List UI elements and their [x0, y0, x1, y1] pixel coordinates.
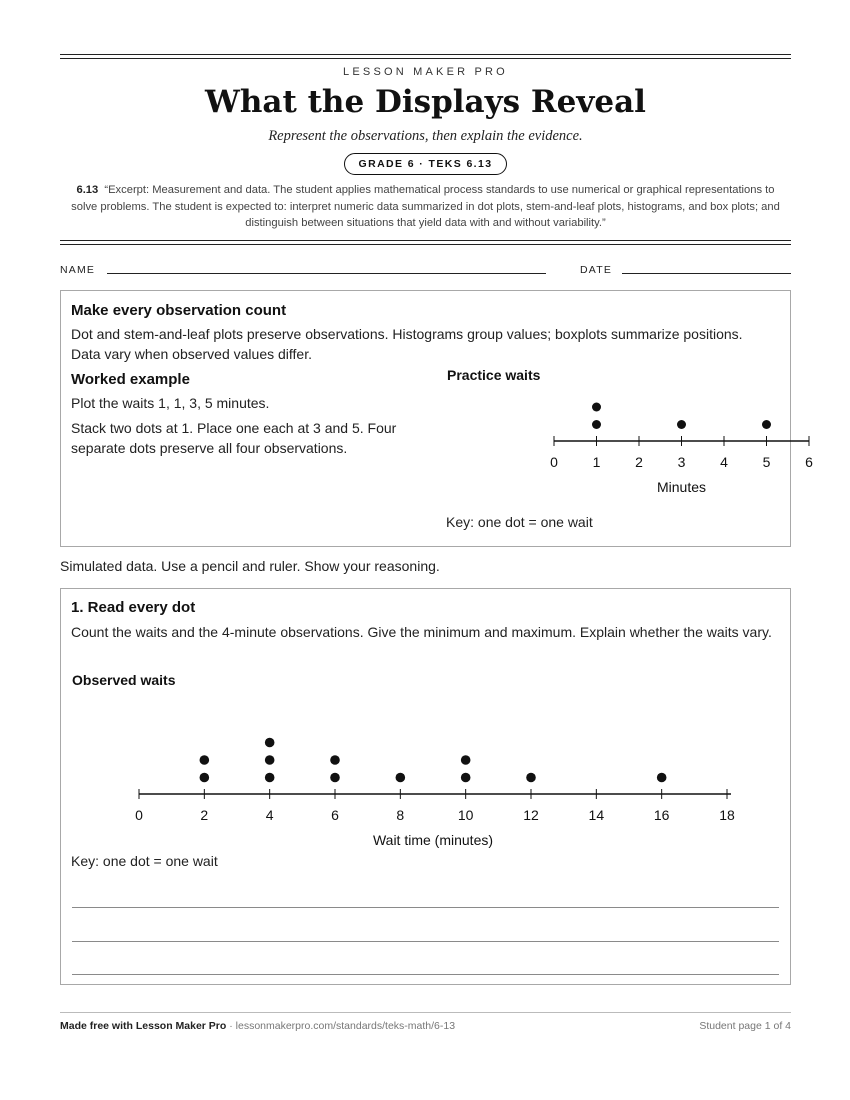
- x-tick-label: 2: [200, 807, 209, 823]
- data-dot: [657, 773, 667, 783]
- data-dot: [762, 420, 771, 429]
- question-1-key: Key: one dot = one wait: [71, 853, 218, 869]
- x-tick-label: 0: [135, 807, 143, 823]
- chart-title: Practice waits: [447, 367, 541, 383]
- answer-line-2[interactable]: [72, 941, 779, 942]
- data-dot: [265, 738, 275, 748]
- observed-waits-dot-plot: [71, 669, 781, 851]
- x-tick-label: 14: [588, 807, 605, 823]
- standard-excerpt: [68, 182, 783, 232]
- data-dot: [677, 420, 686, 429]
- x-tick-label: 6: [805, 454, 813, 470]
- answer-line-1[interactable]: [72, 907, 779, 908]
- data-dot: [330, 773, 340, 783]
- x-axis-label: Wait time (minutes): [372, 832, 494, 848]
- brand-label: LESSON MAKER PRO: [343, 66, 508, 78]
- data-dot: [330, 755, 340, 765]
- worksheet-page: [60, 0, 813, 1100]
- name-field[interactable]: [107, 273, 546, 274]
- badge-row: [60, 153, 791, 175]
- x-tick-label: 16: [653, 807, 670, 823]
- intro-title: Make every observation count: [71, 302, 287, 319]
- x-tick-label: 18: [719, 807, 735, 823]
- footer-rule: [60, 1012, 791, 1013]
- x-tick-label: 1: [592, 454, 601, 470]
- data-dot: [526, 773, 536, 783]
- data-dot: [396, 773, 406, 783]
- date-field[interactable]: [622, 273, 791, 274]
- x-axis-label: Minutes: [656, 479, 707, 495]
- worked-example-step2: Stack two dots at 1. Place one each at 3 and 5. Four separate dots preserve all four observations.: [71, 420, 397, 456]
- question-1-title: 1. Read every dot: [71, 599, 196, 616]
- header-bottom-double-rule: [60, 240, 791, 245]
- answer-line-3[interactable]: [72, 974, 779, 975]
- standard-text: “Excerpt: Measurement and data. The student applies mathematical process standards to use numerical or graphical representations to solve problems. The student is expected to: interpret numeric data summarized in dot plots, stem-and-leaf plots, histograms, and box plots; and distinguish between situations that yield data with and without variability.”: [71, 184, 780, 229]
- question-1-box: [60, 588, 791, 985]
- x-tick-label: 12: [523, 807, 539, 823]
- data-dot: [461, 755, 471, 765]
- data-dot: [200, 773, 210, 783]
- grade-badge: GRADE 6 · TEKS 6.13: [344, 153, 508, 175]
- x-tick-label: 10: [457, 807, 474, 823]
- x-tick-label: 0: [550, 454, 558, 470]
- data-dot: [200, 755, 210, 765]
- data-dot: [592, 403, 601, 412]
- intro-box: [60, 290, 813, 547]
- page-title: What the Displays Reveal: [205, 84, 646, 120]
- footer-credit: [60, 1020, 455, 1032]
- data-dot: [265, 773, 275, 783]
- page-subtitle: Represent the observations, then explain the evidence.: [268, 128, 583, 144]
- x-tick-label: 4: [265, 807, 274, 823]
- footer-page-number: Student page 1 of 4: [699, 1020, 791, 1032]
- directions-note: Simulated data. Use a pencil and ruler. Show your reasoning.: [60, 558, 440, 574]
- x-tick-label: 5: [762, 454, 771, 470]
- practice-key: Key: one dot = one wait: [446, 514, 593, 530]
- name-label: NAME: [60, 264, 96, 276]
- standard-code: 6.13: [76, 184, 99, 196]
- data-dot: [592, 420, 601, 429]
- chart-title: Observed waits: [72, 672, 176, 688]
- x-tick-label: 8: [396, 807, 405, 823]
- data-dot: [265, 755, 275, 765]
- x-tick-label: 6: [331, 807, 339, 823]
- top-double-rule: [60, 54, 791, 59]
- question-1-prompt: Count the waits and the 4-minute observations. Give the minimum and maximum. Explain whether the waits vary.: [71, 624, 772, 640]
- intro-text: Dot and stem-and-leaf plots preserve observations. Histograms group values; boxplots summarize positions. Data vary when observed values differ.: [71, 326, 743, 362]
- footer-made-with: Made free with Lesson Maker Pro: [60, 1020, 227, 1032]
- data-dot: [461, 773, 471, 783]
- worked-example-title: Worked example: [71, 371, 190, 388]
- footer-url[interactable]: · lessonmakerpro.com/standards/teks-math/6-13: [226, 1020, 456, 1032]
- x-tick-label: 2: [635, 454, 643, 470]
- date-label: DATE: [580, 264, 613, 276]
- worked-example-step1: Plot the waits 1, 1, 3, 5 minutes.: [71, 395, 270, 411]
- x-tick-label: 3: [677, 454, 686, 470]
- x-tick-label: 4: [720, 454, 728, 470]
